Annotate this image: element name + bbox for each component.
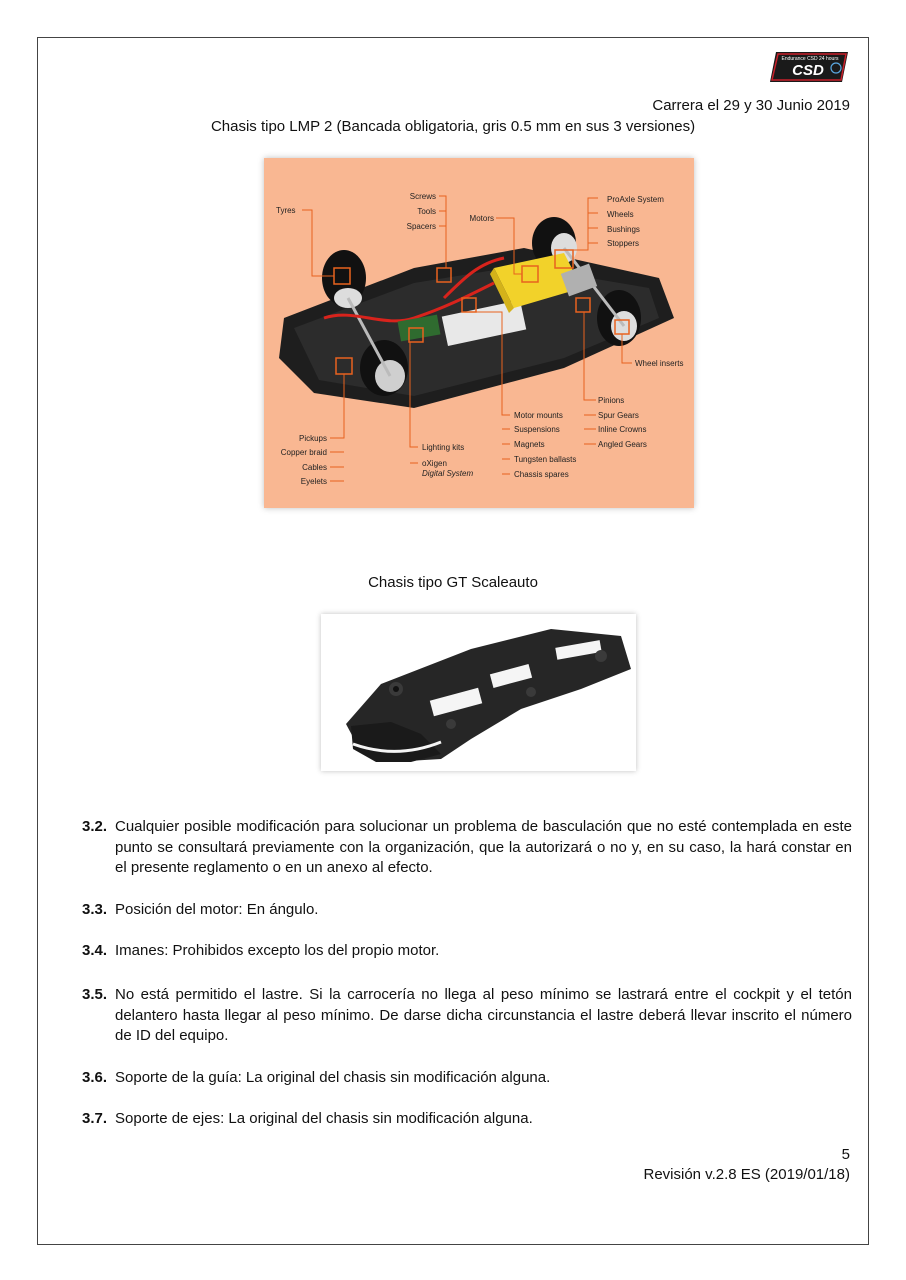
- label-lighting-kits: Lighting kits: [422, 443, 465, 452]
- label-tools: Tools: [417, 207, 436, 216]
- label-suspensions: Suspensions: [514, 425, 560, 434]
- header-date: Carrera el 29 y 30 Junio 2019: [652, 97, 850, 114]
- item-text: No está permitido el lastre. Si la carrocería no llega al peso mínimo se lastrará entre el cockpit y el tetón delantero hasta llegar al peso mínimo. De darse dicha circunstancia el lastre deberá llevar inscrito el número de ID del equipo.: [115, 986, 852, 1044]
- item-3-5: [82, 985, 852, 1047]
- item-text: Imanes: Prohibidos excepto los del propio motor.: [115, 942, 440, 959]
- label-spur-gears: Spur Gears: [598, 411, 639, 420]
- label-tungsten: Tungsten ballasts: [514, 455, 577, 464]
- item-3-3: [82, 900, 852, 921]
- item-number: 3.5.: [82, 986, 108, 1003]
- label-pickups: Pickups: [298, 434, 327, 443]
- label-oxigen: oXigen: [422, 459, 447, 468]
- label-pinions: Pinions: [598, 396, 625, 405]
- item-number: 3.4.: [82, 942, 108, 959]
- label-magnets: Magnets: [514, 440, 545, 449]
- label-spacers: Spacers: [406, 222, 436, 231]
- logo-text: CSD: [792, 62, 824, 79]
- label-motors: Motors: [469, 214, 494, 223]
- label-angled-gears: Angled Gears: [598, 440, 647, 449]
- item-number: 3.2.: [82, 818, 108, 835]
- label-screws: Screws: [409, 192, 436, 201]
- lmp2-chassis-figure: [264, 158, 694, 508]
- label-bushings: Bushings: [607, 225, 640, 234]
- figure2-caption: Chasis tipo GT Scaleauto: [368, 574, 538, 591]
- label-stoppers: Stoppers: [607, 239, 640, 248]
- item-3-2: [82, 817, 852, 879]
- logo-small-text: Endurance CSD 24 hours: [781, 56, 839, 62]
- label-cables: Cables: [302, 463, 327, 472]
- item-text: Soporte de la guía: La original del chasis sin modificación alguna.: [115, 1069, 551, 1086]
- item-text: Soporte de ejes: La original del chasis sin modificación alguna.: [115, 1110, 533, 1127]
- label-eyelets: Eyelets: [300, 477, 327, 486]
- label-tyres: Tyres: [276, 206, 296, 215]
- label-digital-system: Digital System: [422, 469, 474, 478]
- item-3-7: [82, 1109, 852, 1130]
- item-number: 3.3.: [82, 901, 108, 918]
- item-3-4: [82, 941, 852, 962]
- label-chassis-spares: Chassis spares: [514, 470, 569, 479]
- figure1-caption: Chasis tipo LMP 2 (Bancada obligatoria, gris 0.5 mm en sus 3 versiones): [210, 118, 696, 135]
- page-number: 5: [841, 1146, 850, 1163]
- item-number: 3.6.: [82, 1069, 108, 1086]
- csd-logo: [770, 50, 850, 84]
- gt-scaleauto-chassis-figure: [321, 614, 636, 771]
- item-number: 3.7.: [82, 1110, 108, 1127]
- label-wheels: Wheels: [607, 210, 634, 219]
- item-3-6: [82, 1068, 852, 1089]
- label-inline-crowns: Inline Crowns: [598, 425, 647, 434]
- item-text: Cualquier posible modificación para solucionar un problema de basculación que no esté contemplada en este punto se consultará previamente con la organización, que la autorizará o no y, en su caso, la hará constar en el presente reglamento o en un anexo al efecto.: [115, 818, 852, 876]
- item-text: Posición del motor: En ángulo.: [115, 901, 319, 918]
- label-copper-braid: Copper braid: [280, 448, 327, 457]
- revision-text: Revisión v.2.8 ES (2019/01/18): [643, 1166, 850, 1183]
- label-motor-mounts: Motor mounts: [514, 411, 563, 420]
- label-wheel-inserts: Wheel inserts: [635, 359, 684, 368]
- label-proaxle: ProAxle System: [607, 195, 664, 204]
